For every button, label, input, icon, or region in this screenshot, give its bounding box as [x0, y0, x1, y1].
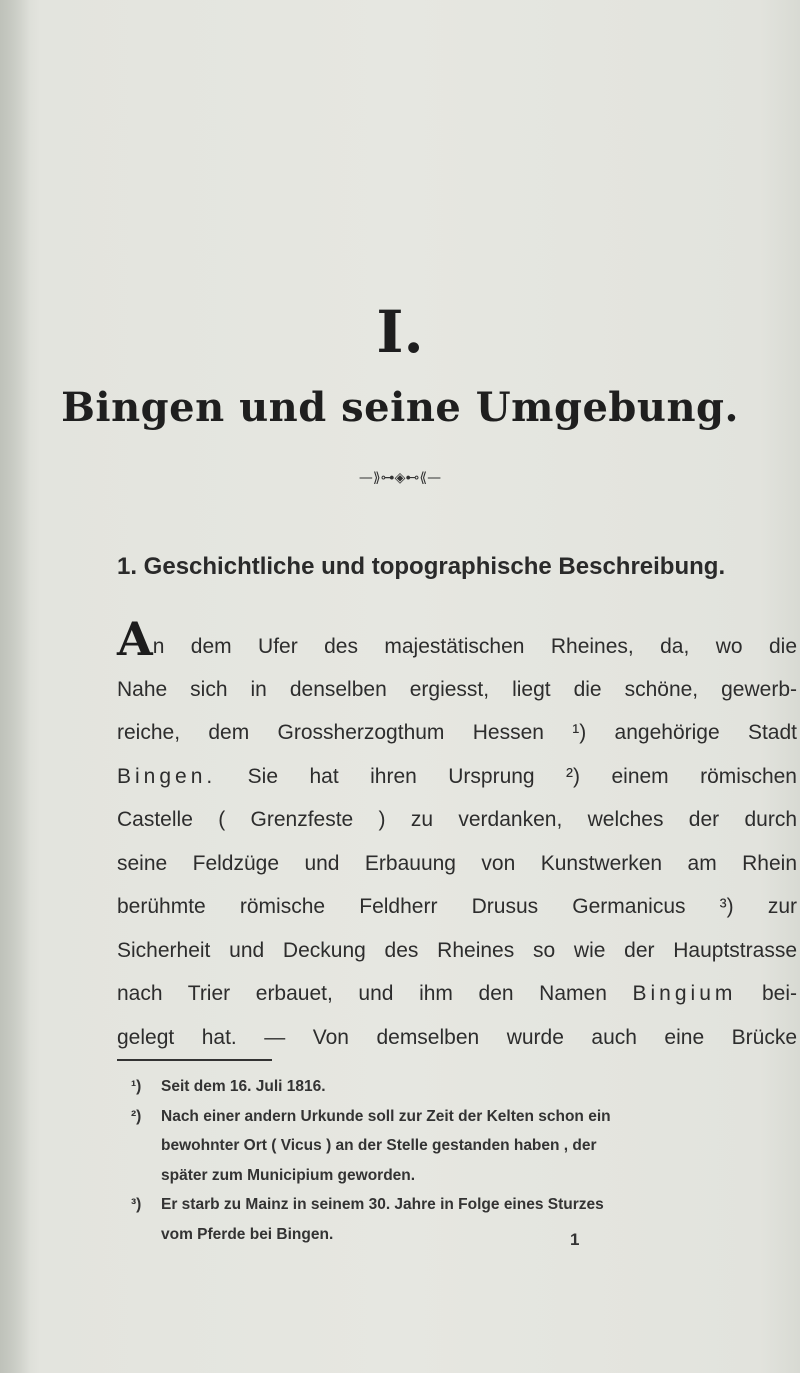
footnote-line: Seit dem 16. Juli 1816. — [161, 1078, 326, 1095]
footnotes — [131, 1072, 799, 1249]
footnote-line: vom Pferde bei Bingen. — [161, 1225, 334, 1243]
chapter-numeral: I. — [376, 298, 424, 366]
line-text: Castelle ( Grenzfeste ) zu verdanken, welches der durch — [117, 808, 797, 831]
body-line — [117, 668, 797, 712]
body-line — [117, 842, 797, 886]
footnote-marker: ²) — [131, 1107, 142, 1125]
body-line — [117, 711, 797, 755]
body-line — [117, 612, 797, 668]
emphasized-name: Bingium — [632, 982, 737, 1005]
footnote — [131, 1102, 799, 1191]
footnote-line: später zum Municipium geworden. — [161, 1166, 416, 1184]
line-text: Sie hat ihren Ursprung ²) einem römischen — [216, 764, 797, 788]
page-number: 1 — [570, 1230, 580, 1249]
line-text: nach Trier erbauet, und ihm den Namen — [117, 982, 633, 1005]
body-line — [117, 972, 797, 1016]
body-paragraph — [117, 612, 798, 1059]
line-text: gelegt hat. — Von demselben wurde auch eine Brücke — [117, 1025, 797, 1049]
footnote — [131, 1190, 799, 1249]
section-heading: 1. Geschichtliche und topographische Beschreibung. — [117, 553, 726, 580]
line-text: reiche, dem Grossherzogthum Hessen ¹) angehörige Stadt — [117, 721, 797, 744]
footnote — [131, 1072, 799, 1102]
body-line — [117, 798, 797, 842]
page-gutter-shadow — [0, 0, 30, 1373]
footnote-line: bewohnter Ort ( Vicus ) an der Stelle gestanden haben , der — [161, 1137, 597, 1154]
body-line — [117, 1016, 797, 1060]
line-text: berühmte römische Feldherr Drusus Germanicus ³) zur — [117, 895, 797, 918]
line-text: Sicherheit und Deckung des Rheines so wie der Hauptstrasse — [117, 938, 797, 962]
footnote-marker: ³) — [131, 1196, 142, 1213]
footnote-divider — [117, 1059, 272, 1061]
drop-cap: A — [117, 612, 153, 666]
footnote-line: Nach einer andern Urkunde soll zur Zeit der Kelten schon ein — [161, 1107, 611, 1125]
emphasized-name: Bingen. — [117, 764, 217, 788]
line-text: Nahe sich in denselben ergiesst, liegt die schöne, gewerb- — [117, 677, 797, 701]
line-text: seine Feldzüge und Erbauung von Kunstwerken am Rhein — [117, 851, 797, 875]
ornament-divider: —⟫⊶◈⊷⟪— — [358, 470, 442, 486]
line-text: n dem Ufer des majestätischen Rheines, da, wo die — [152, 635, 797, 658]
body-line — [117, 929, 797, 973]
line-text: bei- — [736, 982, 798, 1005]
footnote-line: Er starb zu Mainz in seinem 30. Jahre in Folge eines Sturzes — [161, 1196, 604, 1213]
body-line — [117, 755, 797, 799]
footnote-marker: ¹) — [131, 1078, 142, 1095]
body-line — [117, 885, 797, 929]
chapter-title: Bingen und seine Umgebung. — [61, 384, 739, 431]
